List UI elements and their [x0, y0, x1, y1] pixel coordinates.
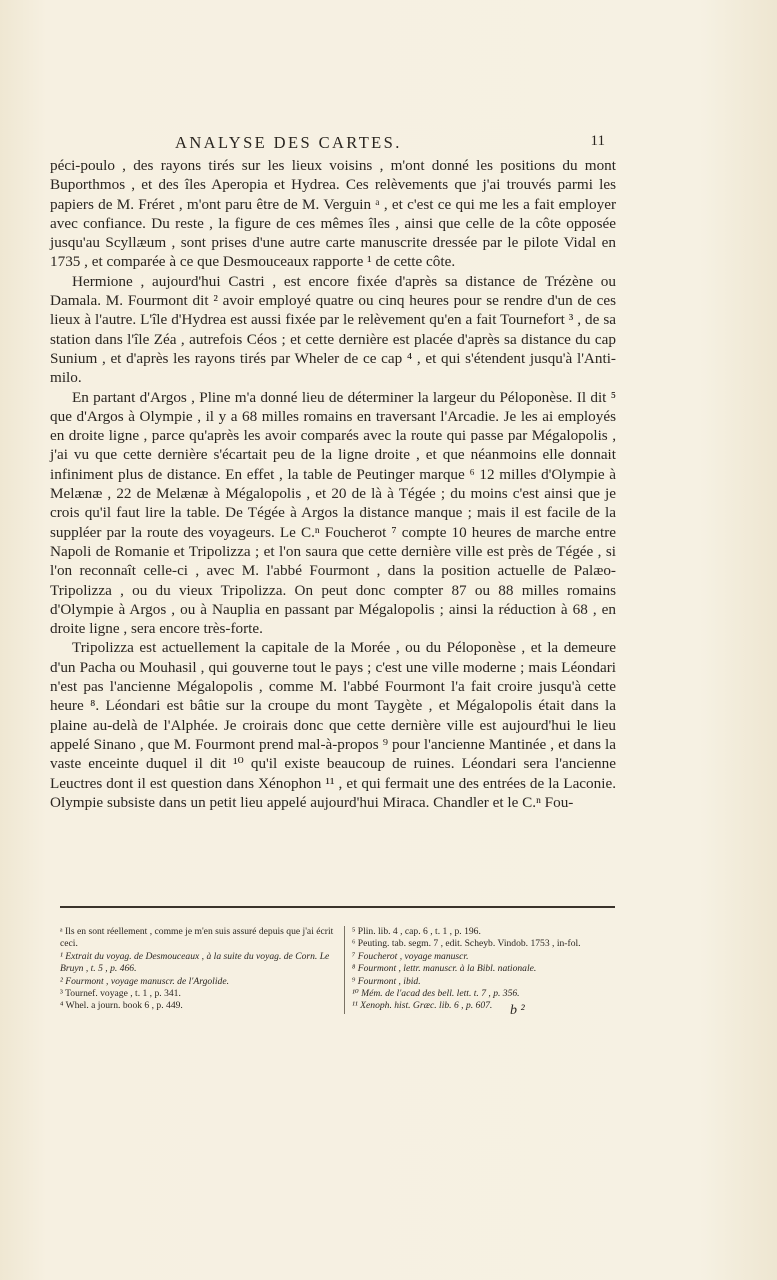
footnote: ¹¹ Xenoph. hist. Græc. lib. 6 , p. 607. [352, 1000, 493, 1012]
footnote: ⁴ Whel. a journ. book 6 , p. 449. [60, 1000, 183, 1012]
footnote-rule [60, 906, 615, 908]
footnote: ² Fourmont , voyage manuscr. de l'Argolide. [60, 975, 229, 987]
page-header [50, 133, 605, 155]
paragraph: péci-poulo , des rayons tirés sur les lieux voisins , m'ont donné les positions du mont Buporthmos , et des îles Aperopia et Hydrea. Ces relèvements que j'ai trouvés parmi les papiers de M. Fréret , m'ont paru être de M. Verguin ᵃ , et c'est ce qui me les a fait employer avec confiance. Du reste , la figure de ces mêmes îles , ainsi que celle de la côte opposée jusqu'au Scyllæum , sont prises d'une autre carte manuscrite dressée par le pilote Vidal en 1735 , et comparée à ce que Desmouceaux rapporte ¹ de cette côte. [50, 157, 616, 271]
footnote: ⁶ Peuting. tab. segm. 7 , edit. Scheyb. Vindob. 1753 , in-fol. [352, 938, 581, 950]
footnote: ³ Tournef. voyage , t. 1 , p. 341. [60, 988, 181, 1000]
paragraph: Hermione , aujourd'hui Castri , est encore fixée d'après sa distance de Trézène ou Damala. M. Fourmont dit ² avoir employé quatre ou cinq heures pour se rendre d'un de ces lieux à l'autre. L'île d'Hydrea est aussi fixée par le relèvement qu'en a fait Tournefort ³ , de sa station dans l'île Zéa , autrefois Céos ; et cette dernière est placée d'après sa distance du cap Sunium , et d'après les rayons tirés par Wheler de ce cap ⁴ , et qui s'étendent jusqu'à l'Anti-milo. [50, 272, 616, 387]
footnote: ¹ Extrait du voyag. de Desmouceaux , à la suite du voyag. de Corn. Le Bruyn , t. 5 , p. 466. [60, 950, 330, 975]
footnote: ⁹ Fourmont , ibid. [352, 975, 421, 987]
footnote: ⁵ Plin. lib. 4 , cap. 6 , t. 1 , p. 196. [352, 926, 481, 937]
paragraph: En partant d'Argos , Pline m'a donné lieu de déterminer la largeur du Péloponèse. Il dit ⁵ que d'Argos à Olympie , il y a 68 milles romains en traversant l'Arcadie. Je les ai employés en droite ligne , parce qu'après les avoir comparés avec la route qui passe par Mégalopolis , j'ai vu que cette dernière s'écartait peu de la ligne droite , et que néanmoins elle donnait infiniment plus de distance. En effet , la table de Peutinger marque ⁶ 12 milles d'Olympie à Melænæ , 22 de Melænæ à Mégalopolis , et 20 de là à Tégée ; du moins c'est ainsi que je crois qu'il faut lire la table. De Tégée à Argos la distance manque ; mais il est facile de la suppléer par la route des voyageurs. Le C.ⁿ Foucherot ⁷ compte 10 heures de marche entre Napoli de Romanie et Tripolizza ; et l'on saura que cette dernière ville est près de Tégée , si l'on reconnaît celle-ci , avec M. l'abbé Fourmont , dans la position actuelle de Palæo-Tripolizza , ou du vieux Tripolizza. On peut donc compter 87 ou 88 milles romains d'Olympie à Argos , ou à Nauplia en passant par Mégalopolis ; ainsi la réduction à 68 , en droite ligne , sera encore très-forte. [50, 388, 616, 638]
footnote: ⁸ Fourmont , lettr. manuscr. à la Bibl. nationale. [352, 963, 537, 975]
footnote: ¹⁰ Mém. de l'acad des bell. lett. t. 7 , p. 356. [352, 988, 520, 1000]
page-number: 11 [590, 133, 605, 149]
footnotes-right [352, 926, 614, 1013]
footnote-column-divider [344, 926, 345, 1014]
footnotes-left [60, 926, 337, 1013]
footnote: ᵃ Ils en sont réellement , comme je m'en suis assuré depuis que j'ai écrit ceci. [60, 926, 334, 950]
footnote: ⁷ Foucherot , voyage manuscr. [352, 950, 469, 962]
signature-mark: b ² [510, 1003, 525, 1018]
body-text [50, 156, 616, 812]
running-head: ANALYSE DES CARTES. [175, 133, 402, 152]
paragraph: Tripolizza est actuellement la capitale de la Morée , ou du Péloponèse , et la demeure d'un Pacha ou Mouhasil , qui gouverne tout le pays ; c'est une ville moderne ; mais Léondari n'est pas l'ancienne Mégalopolis , comme M. l'abbé Fourmont l'a fait croire jusqu'à cette heure ⁸. Léondari est bâtie sur la croupe du mont Taygète , et Mégalopolis était dans la plaine au-delà de l'Alphée. Je croirais donc que cette dernière ville est aujourd'hui le lieu appelé Sinano , que M. Fourmont prend mal-à-propos ⁹ pour l'ancienne Mantinée , et dans la vaste enceinte duquel il dit ¹⁰ qu'il existe beaucoup de ruines. Léondari sera l'ancienne Leuctres dont il est question dans Xénophon ¹¹ , et qui fermait une des entrées de la Laconie. Olympie subsiste dans un petit lieu appelé aujourd'hui Miraca. Chandler et le C.ⁿ Fou- [50, 639, 616, 811]
